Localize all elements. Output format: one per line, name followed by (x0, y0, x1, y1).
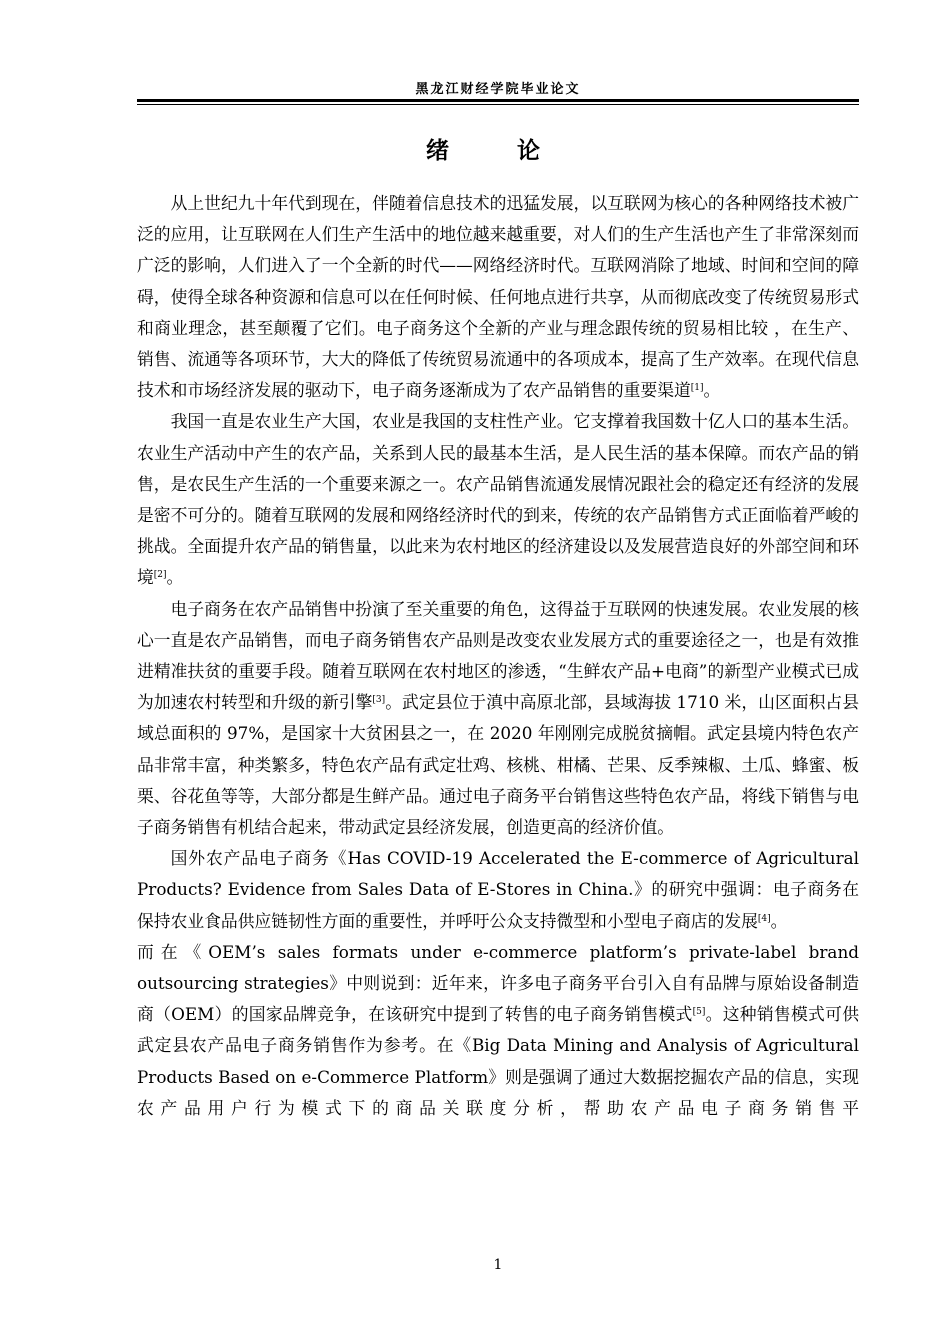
paragraph-tail: 。 (166, 567, 184, 588)
paragraph-2 (137, 406, 859, 593)
paragraph-tail: 。武定县位于滇中高原北部，县域海拔 1710 米，山区面积占县域总面积的 97%，是国家十大贫困县之一，在 2020 年刚刚完成脱贫摘帽。武定县境内特色农产品非常丰富，种类繁多，特色农产品有武定壮鸡、核桃、柑橘、芒果、反季辣椒、土瓜、蜂蜜、板栗、谷花鱼等等，大部分都是生鲜产品。通过电子商务平台销售这些特色农产品，将线下销售与电子商务销售有机结合起来，带动武定县经济发展，创造更高的经济价值。 (137, 692, 859, 838)
running-header: 黑龙江财经学院毕业论文 (415, 82, 581, 97)
body-text (137, 188, 859, 1124)
chapter-title: 绪 论 (425, 137, 570, 164)
page-number: 1 (493, 1257, 503, 1273)
citation-3: [3] (372, 695, 386, 706)
paragraph-text: 我国一直是农业生产大国，农业是我国的支柱性产业。它支撑着我国数十亿人口的基本生活。农业生产活动中产生的农产品，关系到人民的最基本生活，是人民生活的基本保障。而农产品的销售，是农民生产生活的一个重要来源之一。农产品销售流通发展情况跟社会的稳定还有经济的发展是密不可分的。随着互联网的发展和网络经济时代的到来，传统的农产品销售方式正面临着严峻的挑战。全面提升农产品的销售量，以此来为农村地区的经济建设以及发展营造良好的外部空间和环境 (137, 411, 859, 588)
citation-4: [4] (757, 913, 771, 924)
header-rule-thin (137, 104, 859, 105)
paragraph-text: 而在《OEM’s sales formats under e-commerce platform’s private-label brand outsourcing strategies》中则说到：近年来，许多电子商务平台引入自有品牌与原始设备制造商（OEM）的国家品牌竞争，在该研究中提到了转售的电子商务销售模式 (137, 941, 859, 1025)
paragraph-text: 从上世纪九十年代到现在，伴随着信息技术的迅猛发展，以互联网为核心的各种网络技术被广泛的应用，让互联网在人们生产生活中的地位越来越重要，对人们的生产生活也产生了非常深刻而广泛的影响，人们进入了一个全新的时代——网络经济时代。互联网消除了地域、时间和空间的障碍，使得全球各种资源和信息可以在任何时候、任何地点进行共享，从而彻底改变了传统贸易形式和商业理念，甚至颠覆了它们。电子商务这个全新的产业与理念跟传统的贸易相比较 ，在生产、销售、流通等各项环节，大大的降低了传统贸易流通中的各项成本，提高了生产效率。在现代信息技术和市场经济发展的驱动下，电子商务逐渐成为了农产品销售的重要渠道 (137, 193, 859, 401)
paragraph-tail: 。这种销售模式可供武定县农产品电子商务销售作为参考。在《Big Data Mining and Analysis of Agricultural Products Based on e-Commerce Platform》则是强调了通过大数据挖掘农产品的信息，实现农产品用户行为模式下的商品关联度分析，帮助农产品电子商务销售平 (137, 1004, 859, 1118)
paragraph-3 (137, 594, 859, 844)
citation-2: [2] (153, 570, 167, 581)
paragraph-5 (137, 937, 859, 1124)
paragraph-tail: 。 (703, 380, 721, 401)
paragraph-1 (137, 188, 859, 406)
paragraph-tail: 。 (770, 910, 788, 931)
paragraph-text: 电子商务在农产品销售中扮演了至关重要的角色，这得益于互联网的快速发展。农业发展的核心一直是农产品销售，而电子商务销售农产品则是改变农业发展方式的重要途径之一，也是有效推进精准扶贫的重要手段。随着互联网在农村地区的渗透，“生鲜农产品+电商”的新型产业模式已成为加速农村转型和升级的新引擎 (137, 598, 859, 713)
citation-1: [1] (690, 383, 704, 394)
paragraph-text: 国外农产品电子商务《Has COVID-19 Accelerated the E-commerce of Agricultural Products? Evidence from Sales Data of E-Stores in China.》的研究中强调：电子商务在保持农业食品供应链韧性方面的重要性，并呼吁公众支持微型和小型电子商店的发展 (137, 848, 859, 931)
paragraph-4 (137, 843, 859, 937)
citation-5: [5] (692, 1007, 706, 1018)
header-rule-thick (137, 99, 859, 102)
